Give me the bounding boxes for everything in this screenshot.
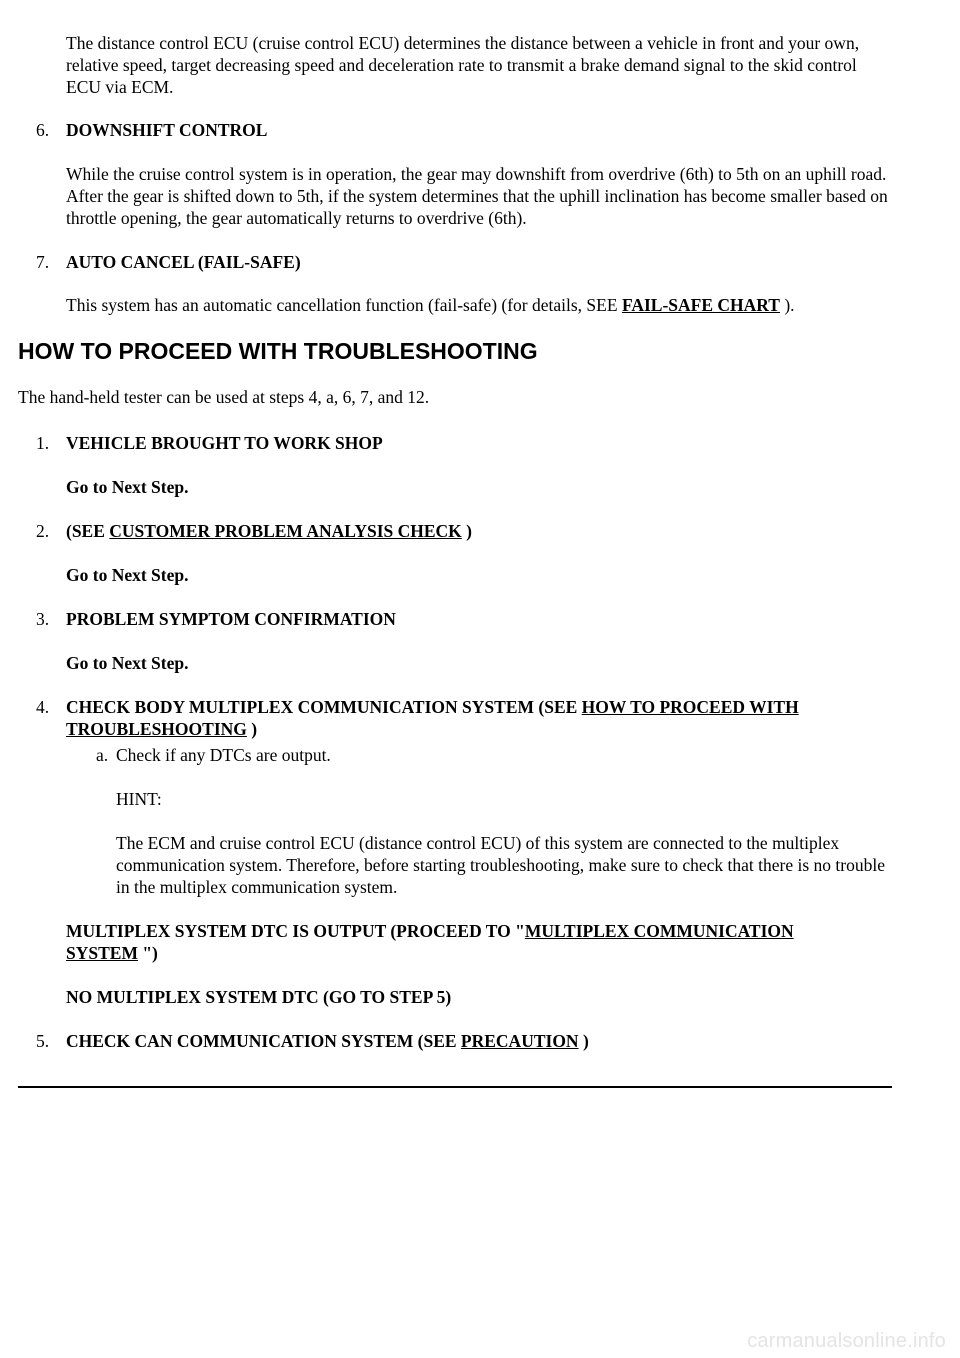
step-next: Go to Next Step. <box>66 477 189 497</box>
tester-note: The hand-held tester can be used at steps 4, a, 6, 7, and 12. <box>18 387 430 407</box>
substep-text: Check if any DTCs are output. <box>116 745 331 765</box>
step-title-customer-analysis <box>66 520 896 542</box>
multiplex-system-link[interactable]: SYSTEM <box>66 943 138 963</box>
result-text: MULTIPLEX SYSTEM DTC IS OUTPUT (PROCEED TO " <box>66 921 525 941</box>
step-number: 4. <box>36 697 50 717</box>
step-title-text: ) <box>246 719 258 739</box>
section-number: 7. <box>36 252 50 272</box>
section-number: 6. <box>36 120 50 140</box>
section-title-downshift: DOWNSHIFT CONTROL <box>66 120 268 140</box>
step-number: 3. <box>36 609 50 629</box>
step-title-text: ) <box>461 521 472 541</box>
step-title-text: CHECK BODY MULTIPLEX COMMUNICATION SYSTEM (SEE <box>66 697 582 717</box>
step-number: 1. <box>36 433 50 453</box>
page-heading: HOW TO PROCEED WITH TROUBLESHOOTING <box>18 338 538 364</box>
how-to-proceed-link[interactable]: HOW TO PROCEED WITH <box>581 697 799 717</box>
step-next: Go to Next Step. <box>66 565 189 585</box>
step-title-body-multiplex <box>66 696 896 718</box>
body-text: This system has an automatic cancellation function (fail-safe) (for details, SEE <box>66 295 622 315</box>
body-text: ). <box>779 295 795 315</box>
section-title-auto-cancel: AUTO CANCEL (FAIL-SAFE) <box>66 252 301 272</box>
step-next: Go to Next Step. <box>66 653 189 673</box>
step-title-text: ) <box>578 1031 589 1051</box>
customer-problem-analysis-link[interactable]: CUSTOMER PROBLEM ANALYSIS CHECK <box>109 521 462 541</box>
result-multiplex-dtc-output-line2 <box>66 942 896 964</box>
substep-letter: a. <box>96 745 109 765</box>
step-title-body-multiplex-line2 <box>66 718 896 740</box>
section-body-downshift: While the cruise control system is in operation, the gear may downshift from overdrive (6th) to 5th on an uphill road. After the gear is shifted down to 5th, if the system determines that the uphill inclination has become smaller based on throttle opening, the gear automatically returns to overdrive (6th). <box>66 164 888 228</box>
step-title-symptom-confirmation: PROBLEM SYMPTOM CONFIRMATION <box>66 609 396 629</box>
intro-paragraph: The distance control ECU (cruise control ECU) determines the distance between a vehicle in front and your own, relative speed, target decreasing speed and deceleration rate to transmit a brake demand signal to the skid control ECU via ECM. <box>66 33 860 97</box>
step-title-text: (SEE <box>66 521 110 541</box>
result-multiplex-dtc-output <box>66 920 896 942</box>
precaution-link[interactable]: PRECAUTION <box>460 1031 579 1051</box>
result-no-multiplex-dtc: NO MULTIPLEX SYSTEM DTC (GO TO STEP 5) <box>66 987 452 1007</box>
watermark: carmanualsonline.info <box>747 1330 946 1352</box>
step-title-can-communication <box>66 1030 896 1052</box>
section-body-auto-cancel <box>66 294 896 316</box>
step-number: 5. <box>36 1031 50 1051</box>
result-text: ") <box>137 943 158 963</box>
step-title-vehicle-brought: VEHICLE BROUGHT TO WORK SHOP <box>66 433 383 453</box>
multiplex-communication-link[interactable]: MULTIPLEX COMMUNICATION <box>524 921 794 941</box>
troubleshooting-link[interactable]: TROUBLESHOOTING <box>66 719 247 739</box>
step-number: 2. <box>36 521 50 541</box>
hint-text: The ECM and cruise control ECU (distance control ECU) of this system are connected to the multiplex communication system. Therefore, before starting troubleshooting, make sure to check that there is no trouble in the multiplex communication system. <box>116 833 885 897</box>
horizontal-divider <box>18 1086 892 1088</box>
hint-label: HINT: <box>116 789 162 809</box>
fail-safe-chart-link[interactable]: FAIL-SAFE CHART <box>621 295 780 315</box>
step-title-text: CHECK CAN COMMUNICATION SYSTEM (SEE <box>66 1031 461 1051</box>
